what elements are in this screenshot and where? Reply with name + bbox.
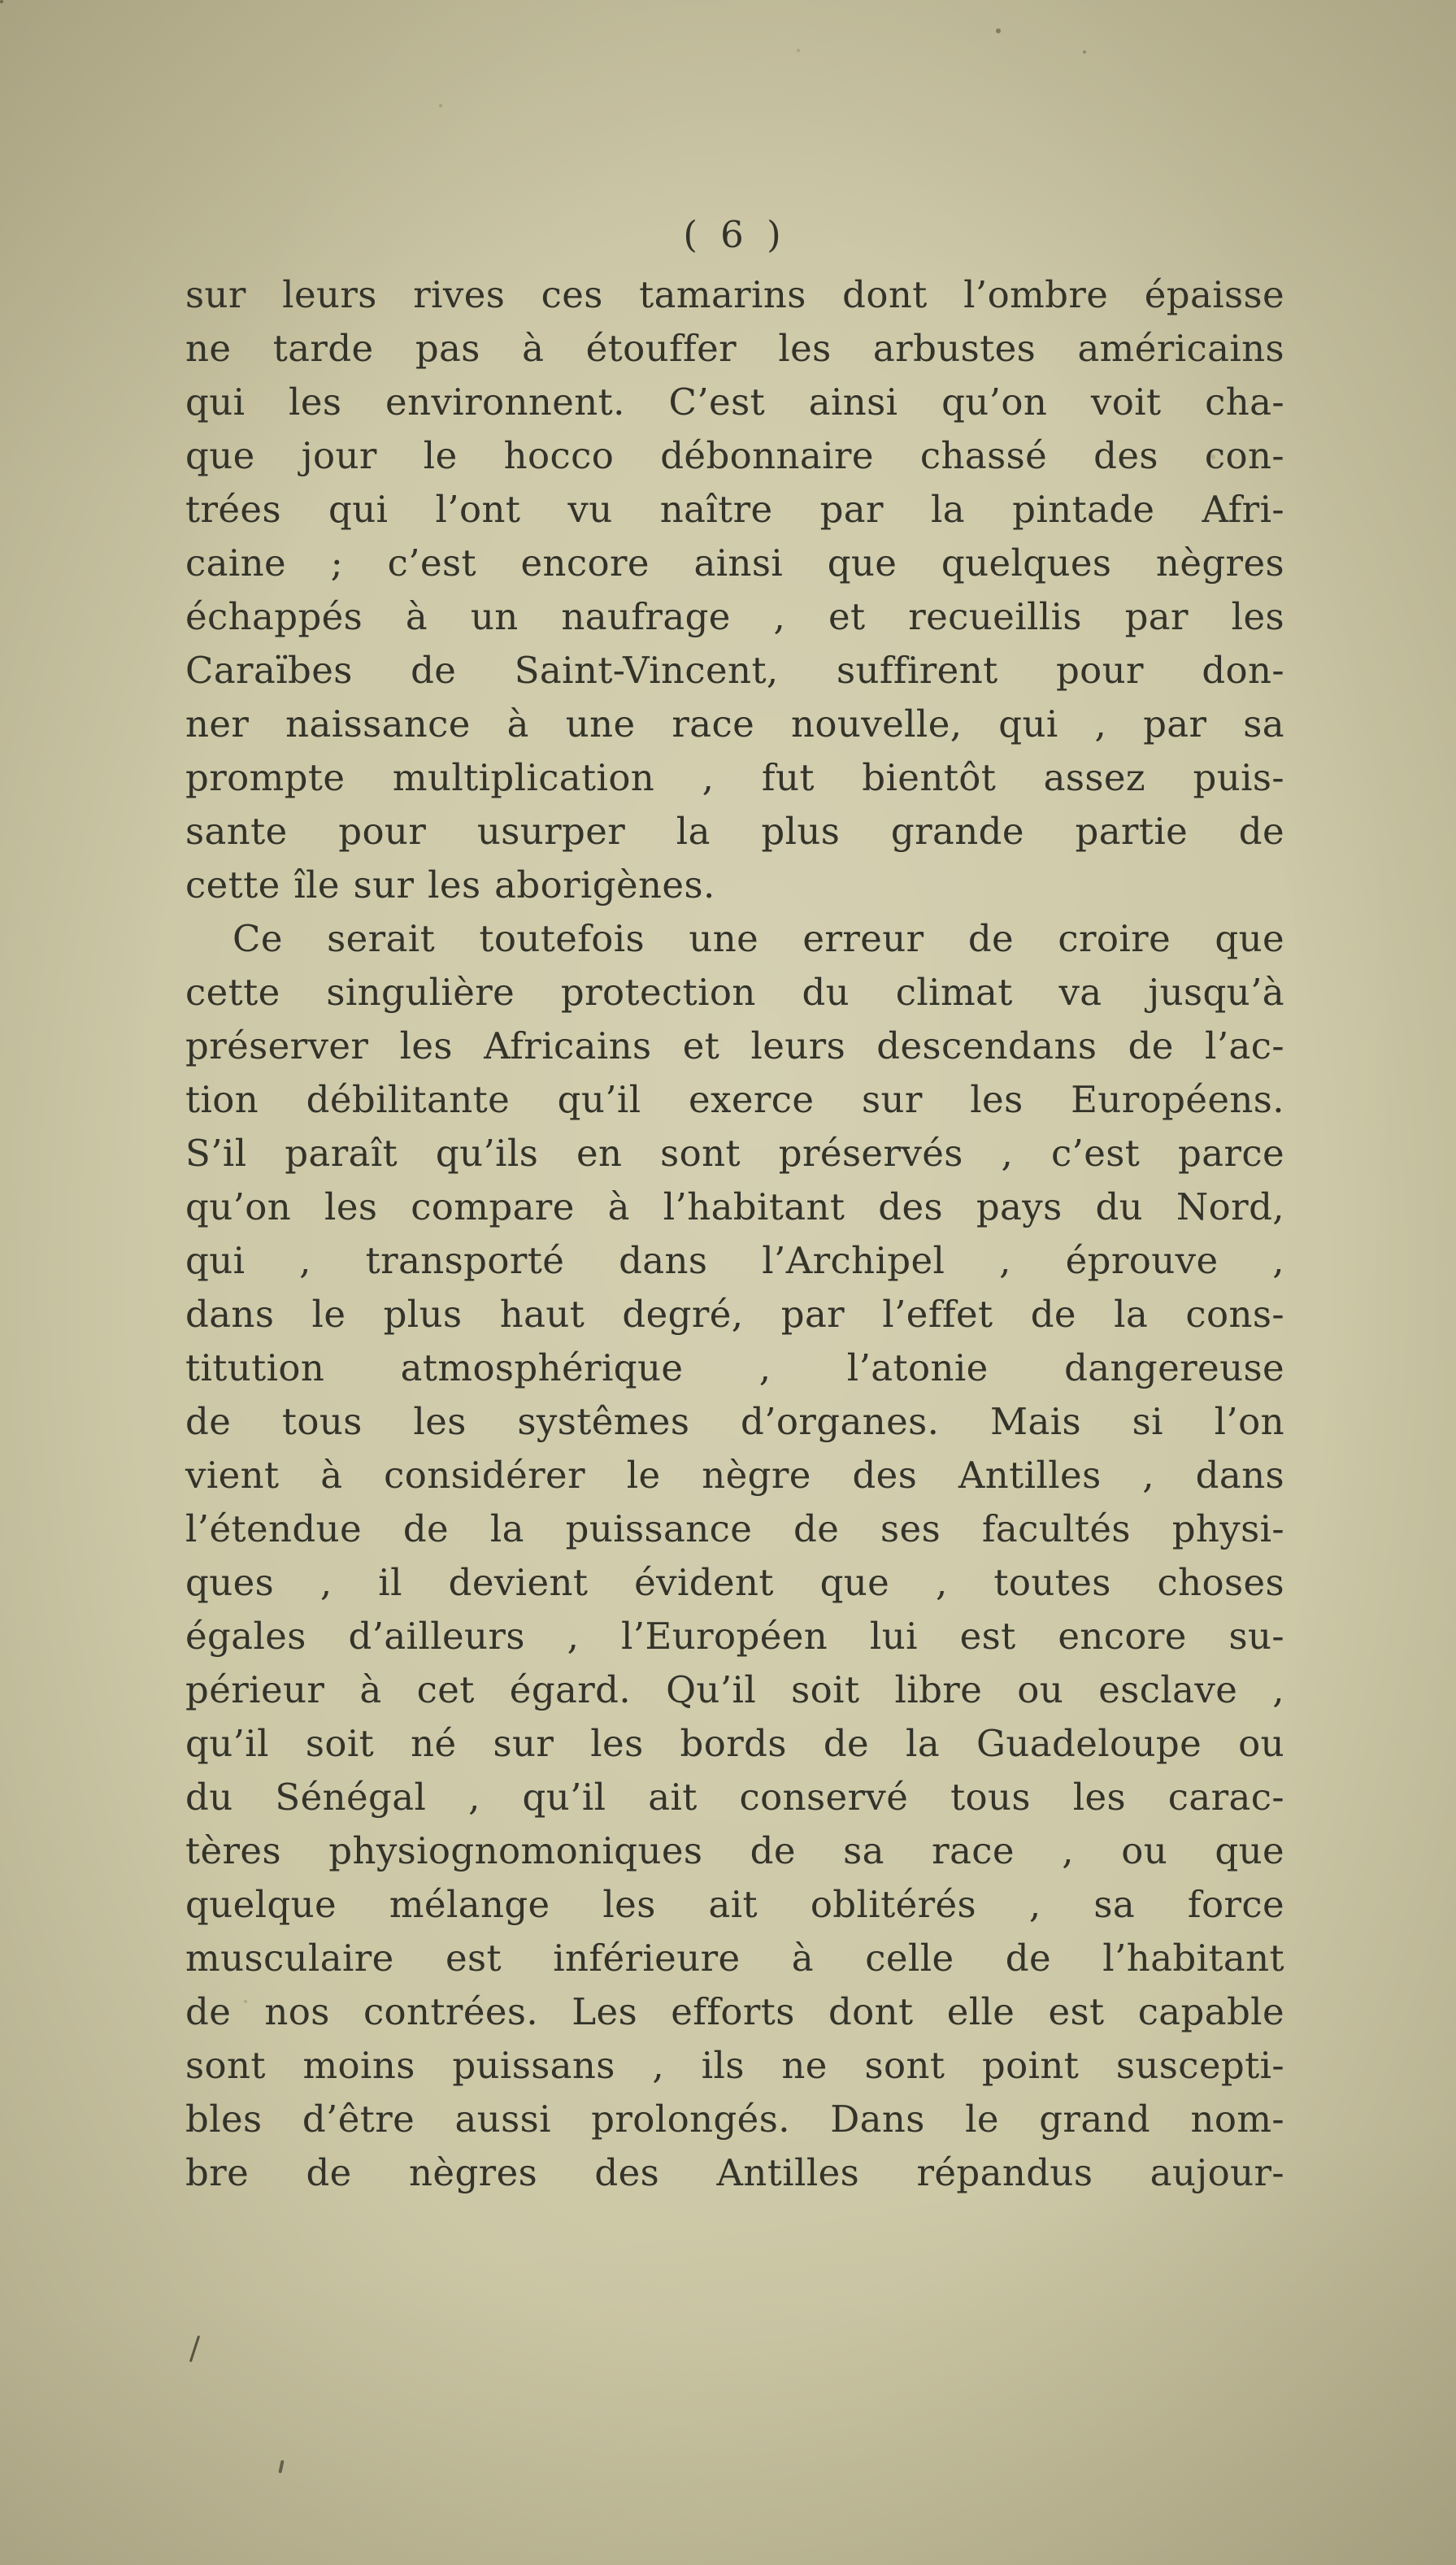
text-line: qu’on les compare à l’habitant des pays du Nord, [185, 1185, 1284, 1228]
text-line: sur leurs rives ces tamarins dont l’ombre épaisse [185, 273, 1284, 316]
text-line: qu’il soit né sur les bords de la Guadeloupe ou [185, 1722, 1284, 1765]
text-line: prompte multiplication , fut bientôt assez puis- [185, 756, 1284, 799]
text-line: vient à considérer le nègre des Antilles , dans [185, 1454, 1284, 1497]
text-line: titution atmosphérique , l’atonie dangereuse [185, 1346, 1284, 1389]
text-line: préserver les Africains et leurs descendans de l’ac- [185, 1024, 1284, 1067]
ink-stray-mark [189, 2335, 200, 2362]
text-line: que jour le hocco débonnaire chassé des con- [185, 434, 1284, 477]
text-line: égales d’ailleurs , l’Européen lui est encore su- [185, 1615, 1284, 1658]
text-line: sante pour usurper la plus grande partie de [185, 810, 1284, 853]
text-line: ques , il devient évident que , toutes choses [185, 1561, 1284, 1604]
text-line: Ce serait toutefois une erreur de croire que [233, 917, 1284, 960]
text-line: musculaire est inférieure à celle de l’habitant [185, 1937, 1284, 1980]
text-line: cette singulière protection du climat va jusqu’à [185, 971, 1284, 1014]
text-line: tion débilitante qu’il exerce sur les Européens. [185, 1078, 1284, 1121]
text-line: quelque mélange les ait oblitérés , sa force [185, 1883, 1284, 1926]
text-line: caine ; c’est encore ainsi que quelques nègres [185, 541, 1284, 585]
text-line: tères physiognomoniques de sa race , ou que [185, 1829, 1284, 1872]
text-line: S’il paraît qu’ils en sont préservés , c’est parce [185, 1132, 1284, 1175]
text-line: de tous les systêmes d’organes. Mais si l’on [185, 1400, 1284, 1443]
text-line: bles d’être aussi prolongés. Dans le grand nom- [185, 2098, 1284, 2141]
text-line: trées qui l’ont vu naître par la pintade Afri- [185, 488, 1284, 531]
text-line: périeur à cet égard. Qu’il soit libre ou esclave , [185, 1668, 1284, 1711]
text-block [185, 268, 1284, 2200]
text-line: sont moins puissans , ils ne sont point suscepti- [185, 2044, 1284, 2087]
text-line: l’étendue de la puissance de ses facultés physi- [185, 1507, 1284, 1550]
text-line: échappés à un naufrage , et recueillis par les [185, 595, 1284, 638]
text-line: Caraïbes de Saint-Vincent, suffirent pour don- [185, 649, 1284, 692]
text-line: qui , transporté dans l’Archipel , éprouve , [185, 1239, 1284, 1282]
text-line: bre de nègres des Antilles répandus aujour- [185, 2151, 1284, 2194]
text-line: cette île sur les aborigènes. [185, 863, 715, 906]
ink-stray-mark [278, 2460, 284, 2473]
text-line: qui les environnent. C’est ainsi qu’on voit cha- [185, 380, 1284, 424]
text-line: dans le plus haut degré, par l’effet de la cons- [185, 1293, 1284, 1336]
text-line: du Sénégal , qu’il ait conservé tous les carac- [185, 1776, 1284, 1819]
text-line: de nos contrées. Les efforts dont elle est capable [185, 1990, 1284, 2033]
text-line: ner naissance à une race nouvelle, qui , par sa [185, 702, 1284, 746]
page-number: ( 6 ) [683, 213, 787, 256]
text-line: ne tarde pas à étouffer les arbustes américains [185, 327, 1284, 370]
